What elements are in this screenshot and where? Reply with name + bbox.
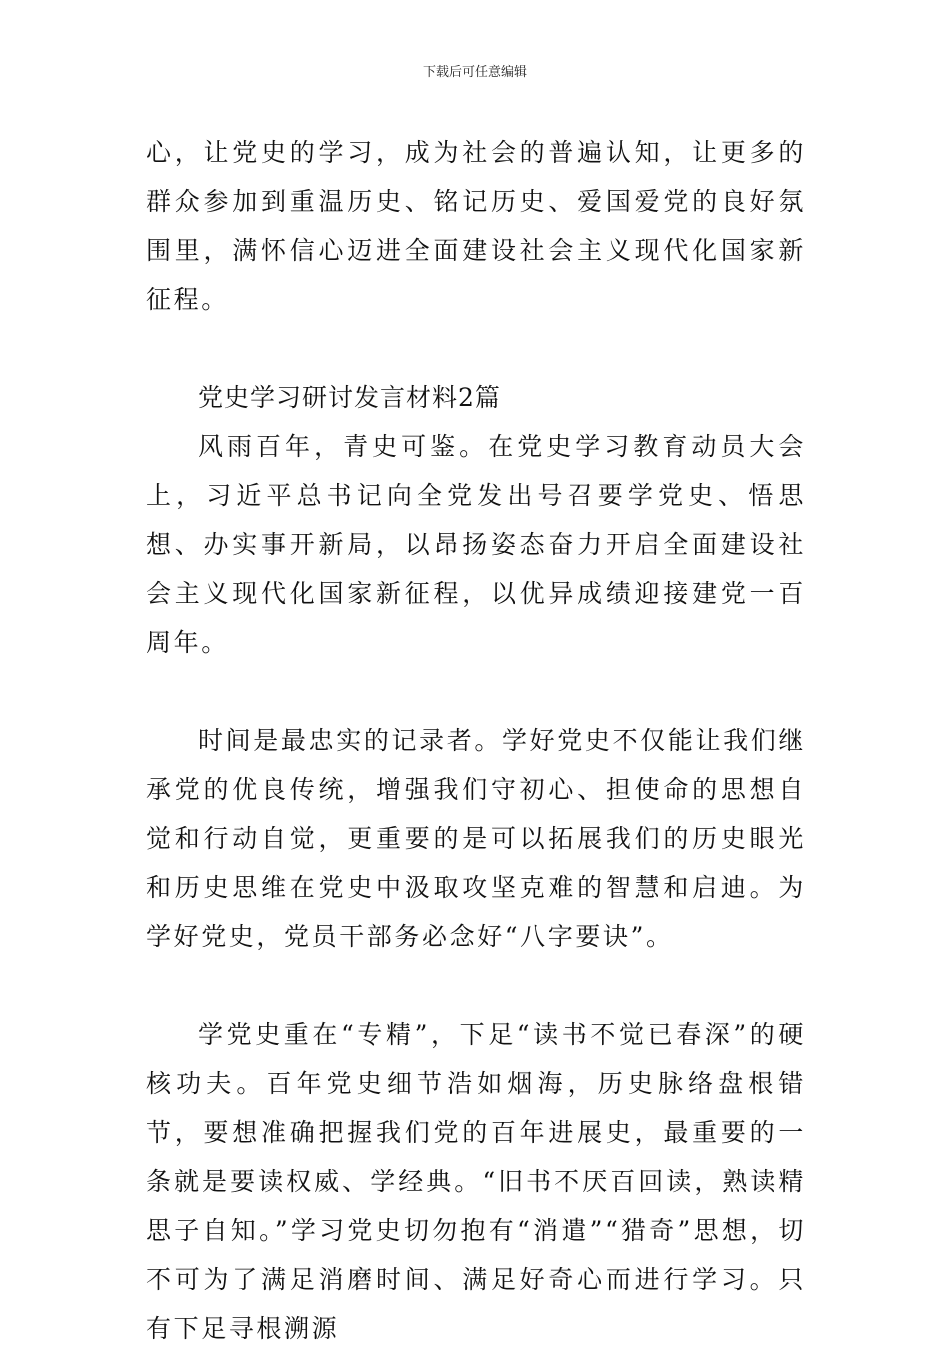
paragraph-gap <box>146 324 806 373</box>
document-body <box>146 128 806 1353</box>
paragraph-1: 风雨百年，青史可鉴。在党史学习教育动员大会上，习近平总书记向全党发出号召要学党史、悟思想、办实事开新局，以昂扬姿态奋力开启全面建设社会主义现代化国家新征程，以优异成绩迎接建党一百周年。 <box>146 432 806 657</box>
page-header-note: 下载后可任意编辑 <box>422 65 527 80</box>
paragraph-gap <box>146 961 806 1010</box>
paragraph-2: 时间是最忠实的记录者。学好党史不仅能让我们继承党的优良传统，增强我们守初心、担使命的思想自觉和行动自觉，更重要的是可以拓展我们的历史眼光和历史思维在党史中汲取攻坚克难的智慧和启迪。为学好党史，党员干部务必念好“八字要诀”。 <box>146 726 806 951</box>
paragraph-3: 学党史重在“专精”，下足“读书不觉已春深”的硬核功夫。百年党史细节浩如烟海，历史脉络盘根错节，要想准确把握我们党的百年进展史，最重要的一条就是要读权威、学经典。“旧书不厌百回读，熟读精思子自知。”学习党史切勿抱有“消遣”“猎奇”思想，切不可为了满足消磨时间、满足好奇心而进行学习。只有下足寻根溯源 <box>146 1020 806 1343</box>
paragraph-continued: 心，让党史的学习，成为社会的普遍认知，让更多的群众参加到重温历史、铭记历史、爱国爱党的良好氛围里，满怀信心迈进全面建设社会主义现代化国家新征程。 <box>146 138 806 314</box>
section-title: 党史学习研讨发言材料2篇 <box>198 383 501 412</box>
paragraph-gap <box>146 667 806 716</box>
